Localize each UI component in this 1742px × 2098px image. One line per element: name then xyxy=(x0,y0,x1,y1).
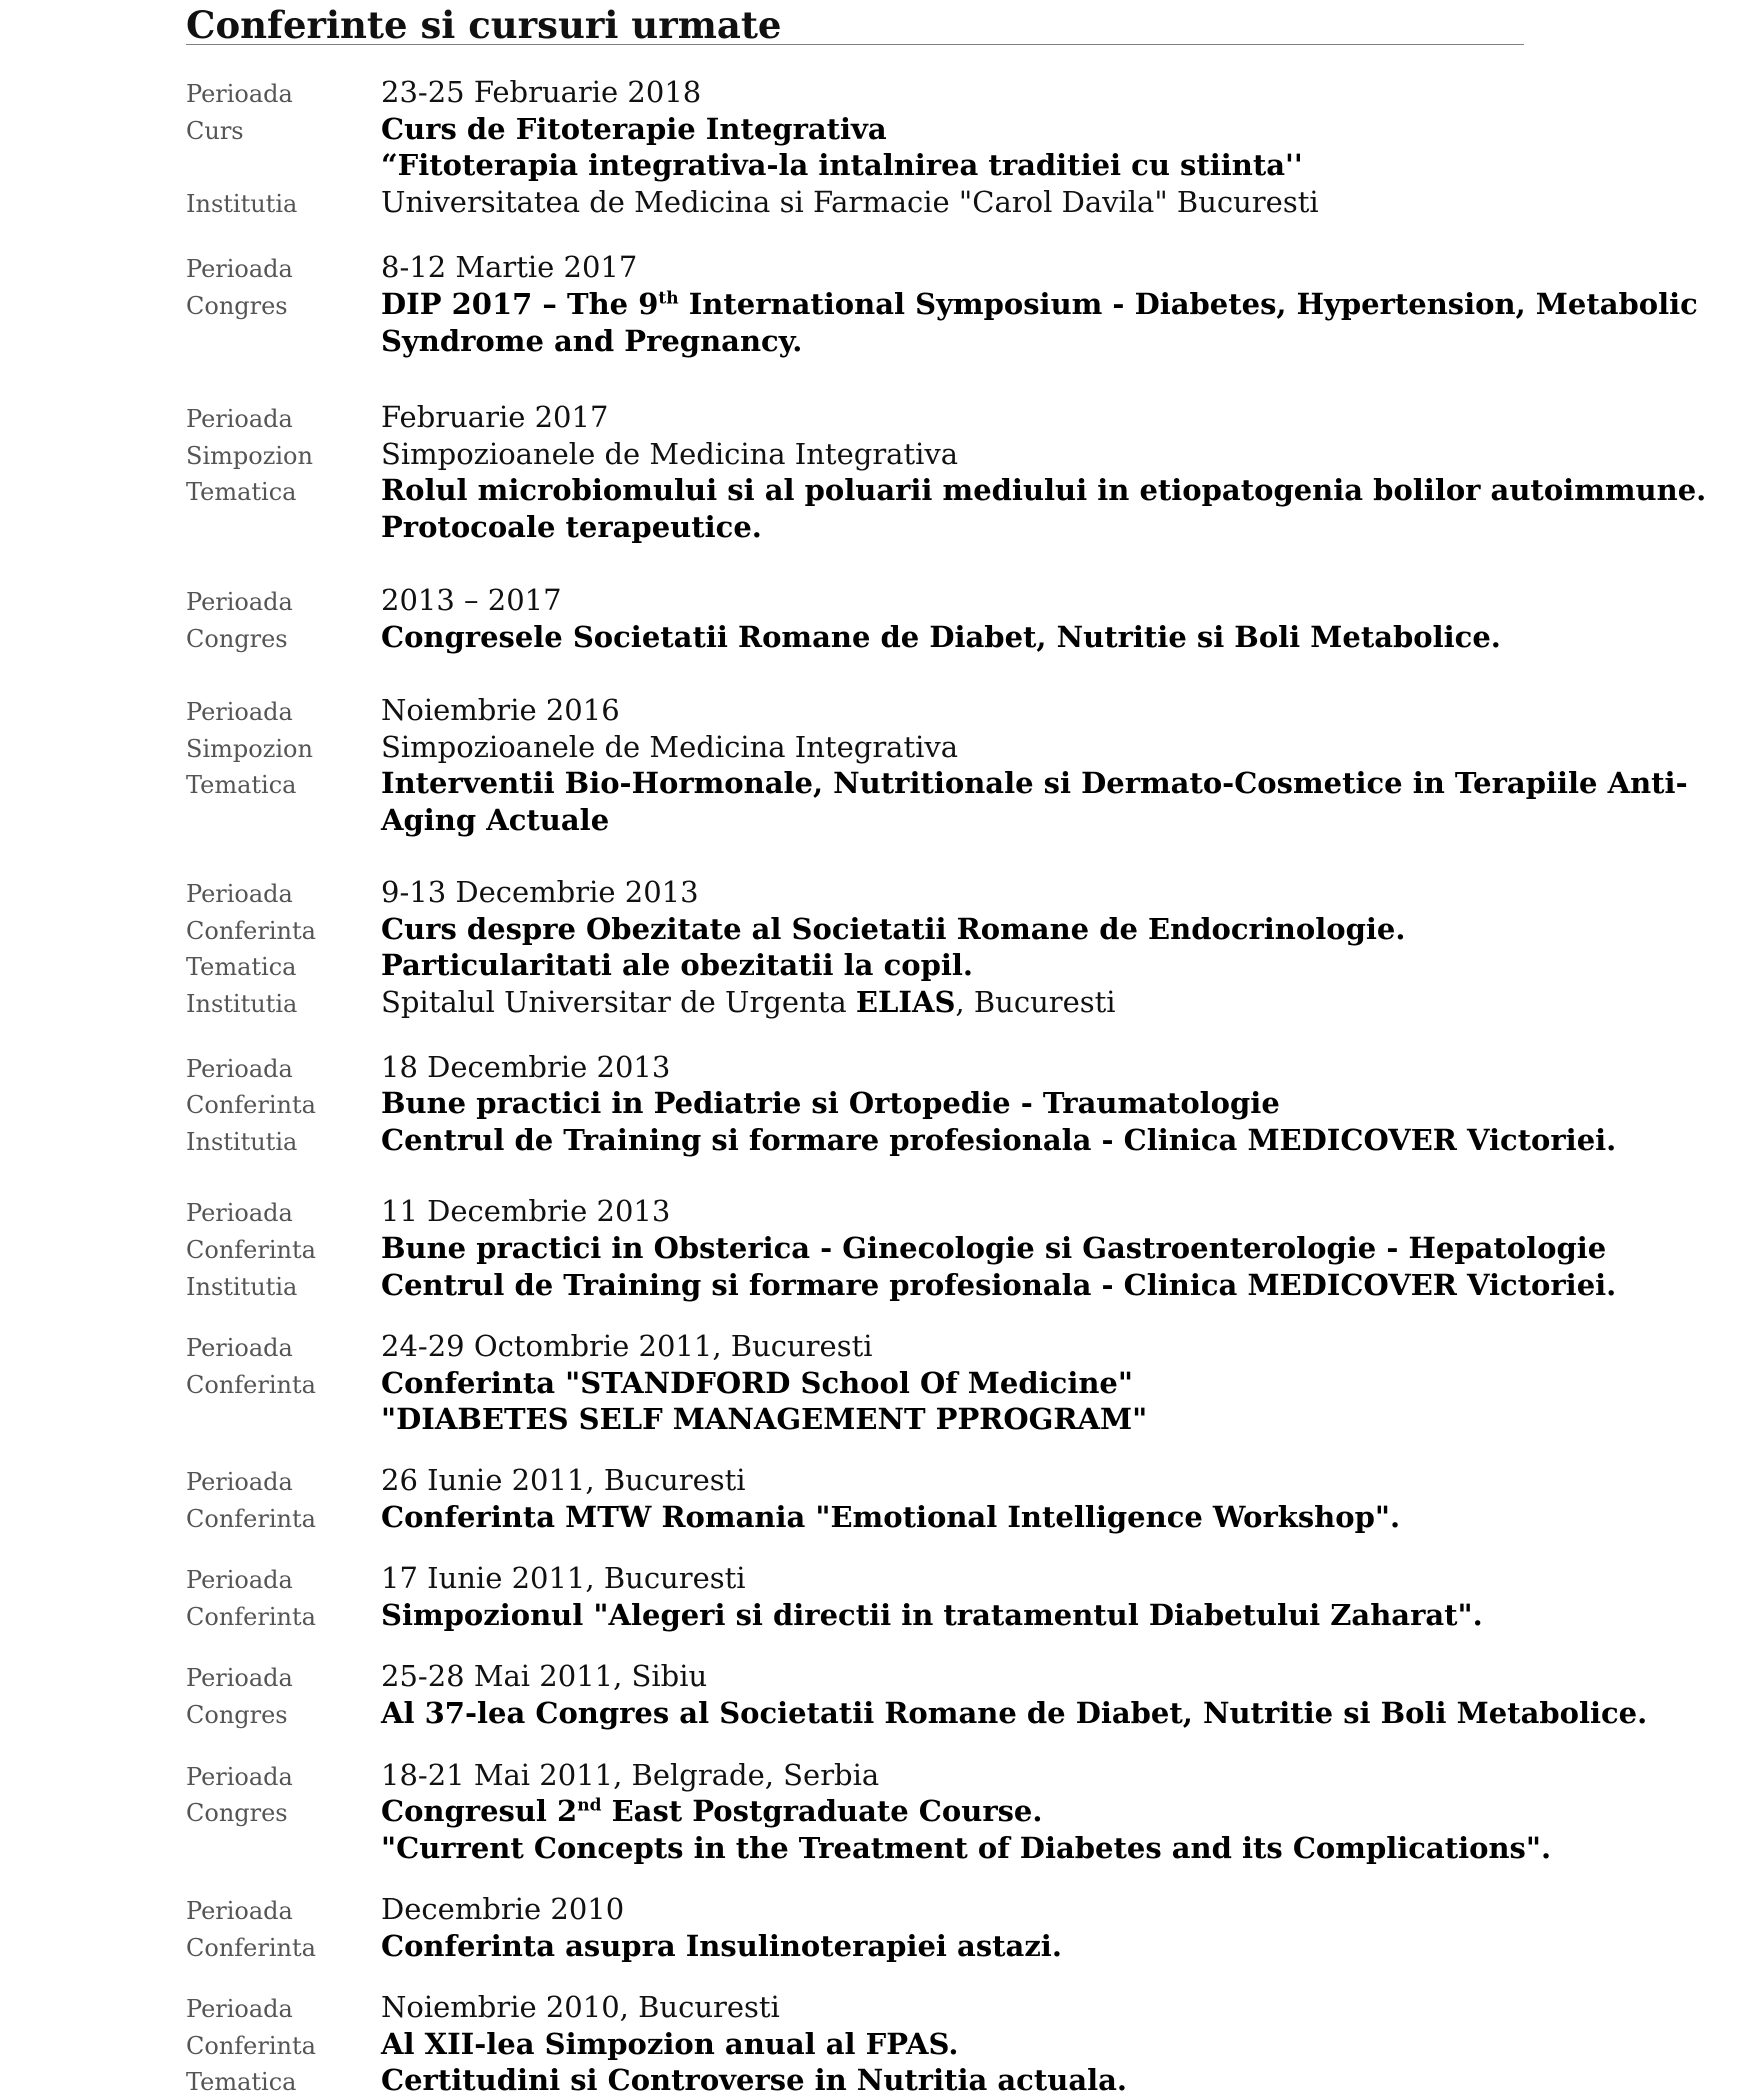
entry-value xyxy=(381,984,1116,1020)
entry-row xyxy=(0,111,1742,147)
entry-label: Simpozion xyxy=(186,735,313,763)
entry-label: Conferinta xyxy=(186,1371,316,1399)
entry-label: Tematica xyxy=(186,2068,297,2096)
entry-label: Conferinta xyxy=(186,1236,316,1264)
value-text: Spitalul Universitar de Urgenta xyxy=(381,985,856,1019)
entry-row xyxy=(0,509,1742,545)
entry-value: Simpozioanele de Medicina Integrativa xyxy=(381,730,959,764)
entry-label: Perioada xyxy=(186,1055,293,1083)
entry-row xyxy=(0,286,1742,322)
entry-value: "DIABETES SELF MANAGEMENT PPROGRAM" xyxy=(381,1402,1148,1436)
value-text: East Postgraduate Course. xyxy=(601,1794,1043,1828)
entry-value: Particularitati ale obezitatii la copil. xyxy=(381,948,973,982)
entry-value: 17 Iunie 2011, Bucuresti xyxy=(381,1561,746,1595)
entry-value: Curs despre Obezitate al Societatii Romane de Endocrinologie. xyxy=(381,912,1406,946)
entry-label: Perioada xyxy=(186,1763,293,1791)
entry-label: Perioada xyxy=(186,1468,293,1496)
entry-value: Decembrie 2010 xyxy=(381,1892,625,1926)
entry-value: 8-12 Martie 2017 xyxy=(381,250,638,284)
entry-row xyxy=(0,1365,1742,1401)
entry-row xyxy=(0,74,1742,110)
entry-row xyxy=(0,1928,1742,1964)
value-superscript: th xyxy=(658,288,679,309)
entry-label: Congres xyxy=(186,1799,288,1827)
entry-label: Perioada xyxy=(186,880,293,908)
entry-label: Institutia xyxy=(186,990,298,1018)
entry-value: Interventii Bio-Hormonale, Nutritionale si Dermato-Cosmetice in Terapiile Anti- xyxy=(381,766,1688,800)
entry-value: Simpozioanele de Medicina Integrativa xyxy=(381,437,959,471)
entry-row xyxy=(0,911,1742,947)
entry-value: Conferinta asupra Insulinoterapiei astazi. xyxy=(381,1929,1062,1963)
entry-row xyxy=(0,874,1742,910)
entry-label: Institutia xyxy=(186,190,298,218)
entry-row xyxy=(0,1462,1742,1498)
entry-label: Perioada xyxy=(186,1334,293,1362)
entry-row xyxy=(0,1989,1742,2025)
entry-value: 26 Iunie 2011, Bucuresti xyxy=(381,1463,746,1497)
entry-row xyxy=(0,1793,1742,1829)
value-text: , Bucuresti xyxy=(955,985,1116,1019)
entry-value: Noiembrie 2016 xyxy=(381,693,620,727)
entry-value: Rolul microbiomului si al poluarii mediului in etiopatogenia bolilor autoimmune. xyxy=(381,473,1707,507)
entry-label: Congres xyxy=(186,1701,288,1729)
entry-row xyxy=(0,184,1742,220)
entry-row xyxy=(0,1499,1742,1535)
entry-value: Syndrome and Pregnancy. xyxy=(381,324,803,358)
entry-label: Conferinta xyxy=(186,1505,316,1533)
entry-row xyxy=(0,1757,1742,1793)
entry-row xyxy=(0,1891,1742,1927)
entry-row xyxy=(0,2062,1742,2098)
entry-row xyxy=(0,1267,1742,1303)
value-text: DIP 2017 – The 9 xyxy=(381,287,659,321)
entry-value: Februarie 2017 xyxy=(381,400,609,434)
entry-value: Aging Actuale xyxy=(381,803,610,837)
entry-value: “Fitoterapia integrativa-la intalnirea traditiei cu stiinta'' xyxy=(381,148,1303,182)
entry-value: Bune practici in Pediatrie si Ortopedie - Traumatologie xyxy=(381,1086,1280,1120)
entry-row xyxy=(0,1085,1742,1121)
entry-label: Perioada xyxy=(186,1199,293,1227)
entry-value: "Current Concepts in the Treatment of Diabetes and its Complications". xyxy=(381,1831,1552,1865)
entry-row xyxy=(0,984,1742,1020)
entry-row xyxy=(0,1658,1742,1694)
entry-row xyxy=(0,249,1742,285)
entry-label: Tematica xyxy=(186,478,297,506)
entry-label: Perioada xyxy=(186,1995,293,2023)
entry-row xyxy=(0,947,1742,983)
entry-value: Al 37-lea Congres al Societatii Romane de Diabet, Nutritie si Boli Metabolice. xyxy=(381,1696,1648,1730)
entry-value xyxy=(381,286,1698,322)
entry-value: 2013 – 2017 xyxy=(381,583,562,617)
entry-value: 9-13 Decembrie 2013 xyxy=(381,875,699,909)
entry-row xyxy=(0,692,1742,728)
entry-row xyxy=(0,1560,1742,1596)
entry-row xyxy=(0,1049,1742,1085)
entry-value: Al XII-lea Simpozion anual al FPAS. xyxy=(381,2027,959,2061)
entry-label: Perioada xyxy=(186,698,293,726)
entry-row xyxy=(0,323,1742,359)
entry-label: Congres xyxy=(186,292,288,320)
entry-value: 18-21 Mai 2011, Belgrade, Serbia xyxy=(381,1758,880,1792)
entry-row xyxy=(0,765,1742,801)
entry-row xyxy=(0,582,1742,618)
entry-value: 18 Decembrie 2013 xyxy=(381,1050,671,1084)
entry-label: Perioada xyxy=(186,80,293,108)
entry-row xyxy=(0,147,1742,183)
entry-value: 11 Decembrie 2013 xyxy=(381,1194,671,1228)
entry-label: Conferinta xyxy=(186,2032,316,2060)
entry-value: Centrul de Training si formare profesionala - Clinica MEDICOVER Victoriei. xyxy=(381,1268,1617,1302)
value-emphasis: ELIAS xyxy=(855,985,956,1019)
entry-value xyxy=(381,1793,1042,1829)
entry-value: Conferinta MTW Romania "Emotional Intelligence Workshop". xyxy=(381,1500,1401,1534)
entry-value: Simpozionul "Alegeri si directii in tratamentul Diabetului Zaharat". xyxy=(381,1598,1483,1632)
entry-value: Universitatea de Medicina si Farmacie "Carol Davila" Bucuresti xyxy=(381,185,1319,219)
entry-label: Institutia xyxy=(186,1273,298,1301)
entry-row xyxy=(0,802,1742,838)
value-text: Congresul 2 xyxy=(381,1794,578,1828)
entry-label: Perioada xyxy=(186,1664,293,1692)
entry-label: Conferinta xyxy=(186,1091,316,1119)
entry-row xyxy=(0,399,1742,435)
entry-row xyxy=(0,1193,1742,1229)
value-text: International Symposium - Diabetes, Hypertension, Metabolic xyxy=(678,287,1698,321)
entry-row xyxy=(0,619,1742,655)
entry-row xyxy=(0,472,1742,508)
entry-row xyxy=(0,729,1742,765)
entry-label: Perioada xyxy=(186,405,293,433)
entry-value: Conferinta "STANDFORD School Of Medicine" xyxy=(381,1366,1133,1400)
entry-row xyxy=(0,436,1742,472)
entry-row xyxy=(0,1401,1742,1437)
entry-value: Protocoale terapeutice. xyxy=(381,510,762,544)
entry-row xyxy=(0,1122,1742,1158)
entry-label: Perioada xyxy=(186,255,293,283)
entry-value: Congresele Societatii Romane de Diabet, Nutritie si Boli Metabolice. xyxy=(381,620,1501,654)
entry-label: Conferinta xyxy=(186,1603,316,1631)
entry-value: Bune practici in Obsterica - Ginecologie si Gastroenterologie - Hepatologie xyxy=(381,1231,1607,1265)
entry-value: 23-25 Februarie 2018 xyxy=(381,75,702,109)
entry-label: Tematica xyxy=(186,771,297,799)
page-title: Conferinte si cursuri urmate xyxy=(186,3,782,47)
entry-value: Certitudini si Controverse in Nutritia actuala. xyxy=(381,2063,1128,2097)
entry-label: Perioada xyxy=(186,1897,293,1925)
entry-row xyxy=(0,1695,1742,1731)
entry-label: Curs xyxy=(186,117,244,145)
entry-label: Conferinta xyxy=(186,917,316,945)
entry-value: 24-29 Octombrie 2011, Bucuresti xyxy=(381,1329,873,1363)
entry-label: Institutia xyxy=(186,1128,298,1156)
entry-row xyxy=(0,1230,1742,1266)
entry-value: Curs de Fitoterapie Integrativa xyxy=(381,112,887,146)
entry-label: Perioada xyxy=(186,588,293,616)
entry-row xyxy=(0,1830,1742,1866)
entry-label: Congres xyxy=(186,625,288,653)
entry-row xyxy=(0,1328,1742,1364)
entry-row xyxy=(0,1597,1742,1633)
value-superscript: nd xyxy=(577,1795,602,1816)
entry-value: Noiembrie 2010, Bucuresti xyxy=(381,1990,780,2024)
entry-row xyxy=(0,2026,1742,2062)
entry-label: Tematica xyxy=(186,953,297,981)
entry-label: Perioada xyxy=(186,1566,293,1594)
entry-label: Conferinta xyxy=(186,1934,316,1962)
entry-value: Centrul de Training si formare profesionala - Clinica MEDICOVER Victoriei. xyxy=(381,1123,1617,1157)
entry-value: 25-28 Mai 2011, Sibiu xyxy=(381,1659,708,1693)
entry-label: Simpozion xyxy=(186,442,313,470)
